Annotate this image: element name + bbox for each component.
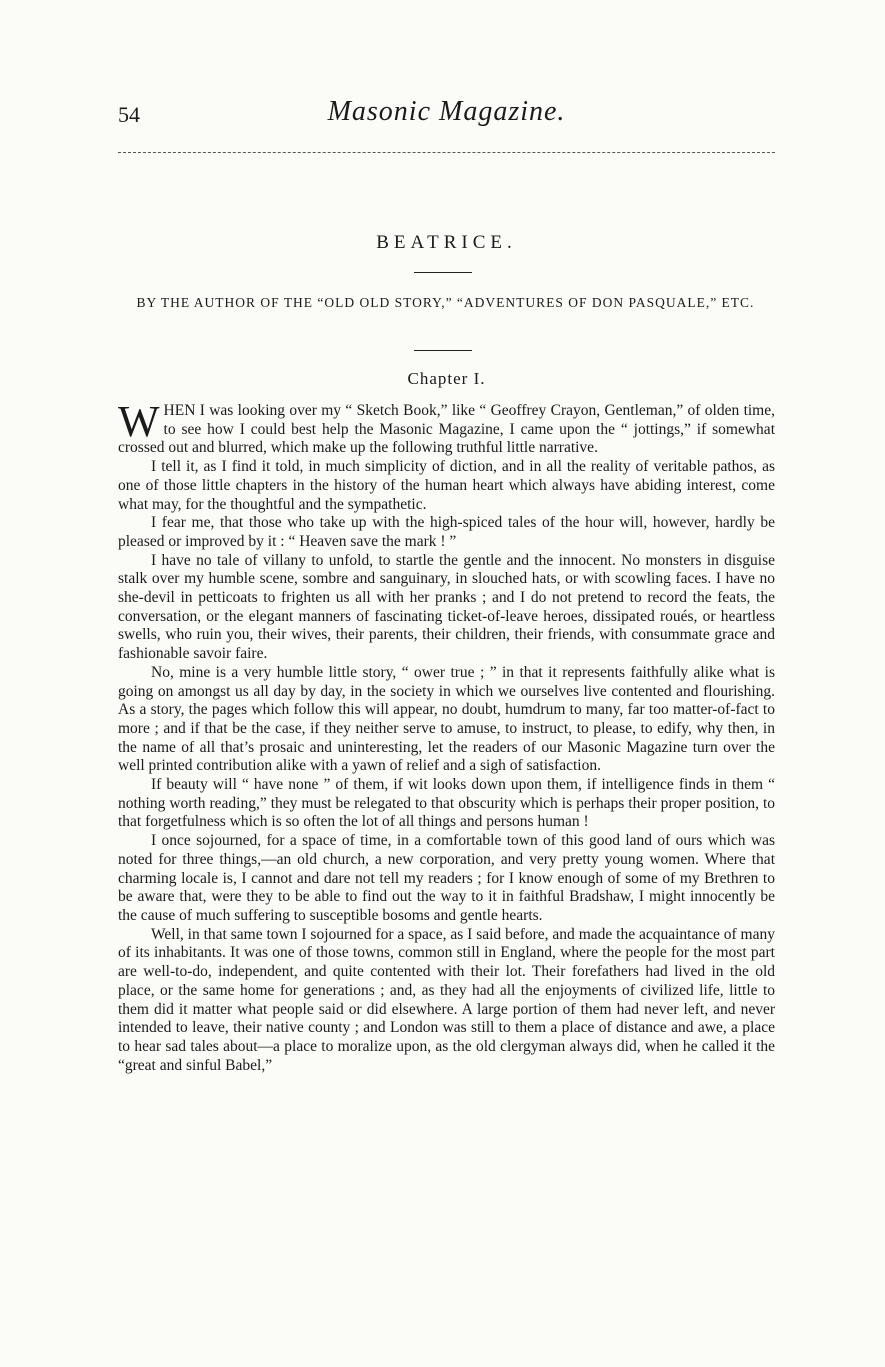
paragraph-3: I fear me, that those who take up with the high-spiced tales of the hour will, however, hardly be pleased or improved by it : “ Heaven save the mark ! ” xyxy=(118,514,775,550)
paragraph-text: HEN I was looking over my “ Sketch Book,” like “ Geoffrey Crayon, Gentleman,” of olden time, to see how I could best help the Masonic Magazine, I came upon the “ jottings,” if somewhat crossed out and blurred, which make up the following truthful little narrative. xyxy=(118,402,775,457)
chapter-heading: Chapter I. xyxy=(407,369,486,388)
paragraph-2: I tell it, as I find it told, in much simplicity of diction, and in all the reality of veritable pathos, as one of those little chapters in the history of the human heart which always have abiding interest, come what may, for the thoughtful and the sympathetic. xyxy=(118,458,775,513)
running-head xyxy=(118,96,775,136)
paragraph-7: I once sojourned, for a space of time, in a comfortable town of this good land of ours which was noted for three things,—an old church, a new corporation, and very pretty young women. Where that charming locale is, I cannot and dare not tell my readers ; for I know enough of some of my Brethren to be aware that, were they to be able to find out the way to it in faithful Bradshaw, I might innocently be the cause of much suffering to susceptible bosoms and gentle hearts. xyxy=(118,832,775,924)
header-divider xyxy=(118,152,775,153)
article-byline: BY THE AUTHOR OF THE “OLD OLD STORY,” “ADVENTURES OF DON PASQUALE,” ETC. xyxy=(136,295,755,310)
paragraph-8: Well, in that same town I sojourned for a space, as I said before, and made the acquaintance of many of its inhabitants. It was one of those towns, common still in England, where the people for the most part are well-to-do, independent, and quite contented with their lot. Their forefathers had lived in the old place, or the same home for generations ; and, as they had all the enjoyments of civilized life, little to them did it matter what people said or did elsewhere. A large portion of them had never left, and never intended to leave, their native county ; and London was still to them a place of distance and awe, a place to hear sad tales about—a place to moralize upon, as the old clergyman always did, when he called it the “great and sinful Babel,” xyxy=(118,925,775,1074)
paragraph-6: If beauty will “ have none ” of them, if wit looks down upon them, if intelligence finds in them “ nothing worth reading,” they must be relegated to that obscurity which is perhaps their proper position, to that forgetfulness which is so often the lot of all things and persons human ! xyxy=(118,776,775,831)
article-title: BEATRICE. xyxy=(376,232,517,253)
page-number: 54 xyxy=(118,102,140,127)
paragraph-5: No, mine is a very humble little story, “ ower true ; ” in that it represents faithfully alike what is going on amongst us all day by day, in the society in which we ourselves live contented and flourishing. As a story, the pages which follow this will appear, no doubt, humdrum to many, far too matter-of-fact to more ; and if that be the case, if they neither serve to amuse, to instruct, to please, to edify, why then, in the name of all that’s prosaic and uninteresting, let the readers of our Masonic Magazine turn over the well printed contribution alike with a yawn of relief and a sigh of satisfaction. xyxy=(118,663,775,775)
article-body xyxy=(118,397,775,1075)
magazine-title: Masonic Magazine. xyxy=(327,96,566,127)
title-rule xyxy=(414,272,472,273)
paragraph-1 xyxy=(118,397,775,458)
drop-cap: W xyxy=(118,397,160,446)
byline-rule xyxy=(414,350,472,351)
paragraph-4: I have no tale of villany to unfold, to startle the gentle and the innocent. No monsters in disguise stalk over my humble scene, sombre and sanguinary, in slouched hats, or with scowling faces. I have no she-devil in petticoats to frighten us all with her pranks ; and I do not pretend to record the feats, the conversation, or the elegant manners of fascinating ticket-of-leave heroes, dissipated roués, or heartless swells, who ruin you, their wives, their parents, their children, their friends, with consummate grace and fashionable savoir faire. xyxy=(118,551,775,663)
